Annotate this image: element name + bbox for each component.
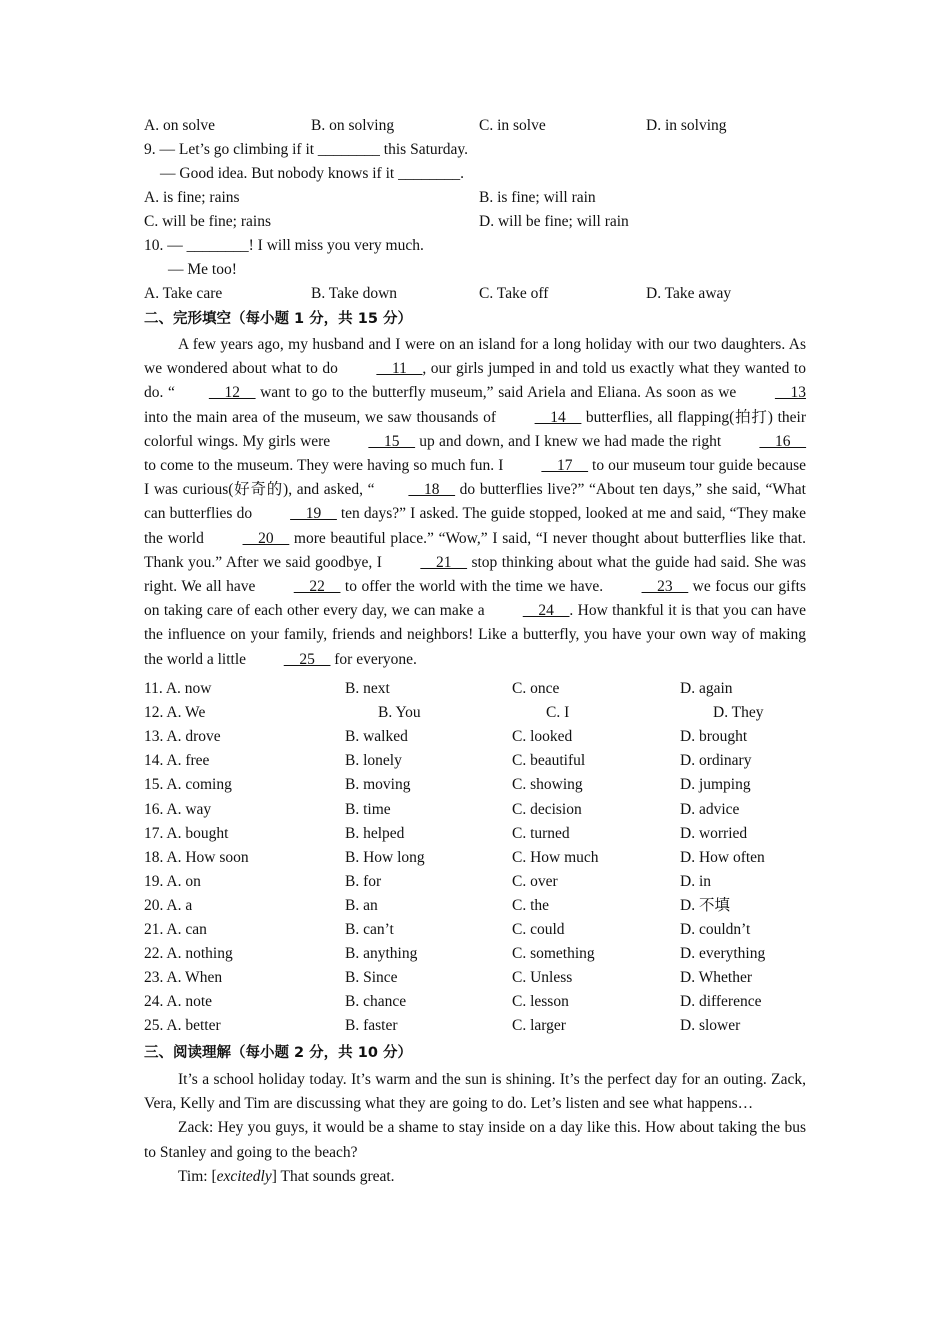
cloze-option: C. lesson [512,993,569,1011]
cloze-option-row [0,992,950,1014]
cloze-blank: __24__ [522,602,570,620]
cloze-option: C. larger [512,1017,566,1035]
cloze-option: D. ordinary [680,752,752,770]
q9-stem-1: 9. — Let’s go climbing if it ________ this Saturday. [144,141,469,158]
cloze-option: D. slower [680,1017,741,1035]
cloze-option: 21. A. can [144,921,207,938]
cloze-text: to come to the museum. They were having so much fun. I [144,457,508,475]
cloze-option: B. Since [345,969,398,987]
cloze-option: C. beautiful [512,752,586,770]
cloze-option: 24. A. note [144,993,213,1011]
cloze-option: D. advice [680,800,740,818]
cloze-text: stop thinking about what the guide had said. She was right. We all have [144,553,806,596]
cloze-option-row [0,751,950,773]
cloze-blank: __21__ [420,553,467,571]
cloze-option: 12. A. We [144,704,206,722]
cloze-text: to offer the world with the time we have. [340,578,608,596]
q8-option-d: D. in solving [646,117,727,134]
cloze-text: do butterflies live?” “About ten days,” she said, “What can butterflies do [144,481,806,523]
cloze-option: 16. A. way [144,800,212,818]
cloze-text: we focus our gifts on taking care of each other every day, we can make a [144,578,806,620]
cloze-blank: __23__ [641,578,689,596]
cloze-option-row [0,679,950,701]
cloze-option: C. Unless [512,969,573,987]
cloze-option: B. can’t [345,921,394,938]
reading-paragraph-3 [144,1165,806,1189]
cloze-blank: __18__ [408,481,455,499]
cloze-paragraph [144,333,806,672]
cloze-option-row [0,968,950,990]
cloze-option: C. the [512,896,550,914]
cloze-blank: __19__ [290,505,337,523]
cloze-option: D. They [713,704,764,722]
q10-option-c: C. Take off [479,285,549,302]
cloze-option: D. in [680,872,711,890]
cloze-text: up and down, and I knew we had made the right [414,432,726,450]
cloze-option-row [0,727,950,749]
q10-option-a: A. Take care [144,285,223,302]
cloze-passage [144,333,806,672]
q9-option-b: B. is fine; will rain [479,189,596,206]
section-2-heading: 二、完形填空（每小题 1 分，共 15 分） [144,311,412,327]
cloze-text: want to go to the butterfly museum,” said Ariela and Eliana. As soon as we [255,384,741,402]
cloze-blank: __11__ [376,360,423,378]
cloze-option: B. helped [345,824,405,842]
cloze-option: C. once [512,680,560,697]
cloze-blank: __14__ [534,408,582,426]
cloze-option: 11. A. now [144,680,212,697]
cloze-option-row [0,872,950,894]
cloze-option: D. difference [680,993,762,1011]
cloze-text: to our museum tour guide because I was curious(好奇的), and asked, “ [144,457,806,499]
reading-passage [144,1068,806,1189]
q8-option-a: A. on solve [144,117,216,134]
reading-paragraph-2: Zack: Hey you guys, it would be a shame to stay inside on a day like this. How about taking the bus to Stanley and going to the beach? [144,1119,806,1161]
cloze-option: D. worried [680,824,748,842]
cloze-blank: __17__ [541,457,588,475]
cloze-option-row [0,824,950,846]
cloze-option: B. lonely [345,752,402,770]
q10-stem-2: — Me too! [168,261,237,278]
cloze-blank: __22__ [293,578,341,596]
cloze-option: C. something [512,945,595,963]
cloze-blank: __15__ [368,432,415,450]
cloze-option: B. for [345,872,382,890]
cloze-option: B. You [378,704,421,722]
cloze-text: more beautiful place.” “Wow,” I said, “I never thought about butterflies like that. Thank you.” After we said goodbye, I [144,529,806,571]
cloze-option: B. How long [345,848,425,866]
cloze-option-row [0,1016,950,1038]
cloze-option: C. turned [512,824,570,842]
section-3-heading: 三、阅读理解（每小题 2 分，共 10 分） [144,1045,412,1061]
cloze-text: butterflies, all flapping(拍打) their colorful wings. My girls were [144,408,806,450]
cloze-option: B. moving [345,776,411,794]
cloze-option-row [0,944,950,966]
cloze-text: A few years ago, my husband and I were on an island for a long holiday with our two daughters. As we wondered about what to do [144,336,806,378]
cloze-option: B. walked [345,728,408,746]
cloze-option-row [0,848,950,870]
tim-line: ] That sounds great. [271,1167,395,1185]
cloze-option: C. showing [512,776,583,794]
cloze-option: B. an [345,896,378,914]
q10-option-d: D. Take away [646,285,732,302]
reading-paragraph-1: It’s a school holiday today. It’s warm and the sun is shining. It’s the perfect day for an outing. Zack, Vera, Kelly and Tim are discussing what they are going to do. Let’s listen and see what happens… [144,1071,806,1113]
cloze-option: D. How often [680,848,765,866]
q9-stem-2: — Good idea. But nobody knows if it ________. [160,165,464,182]
cloze-option: 14. A. free [144,752,210,770]
q9-option-a: A. is fine; rains [144,189,240,206]
cloze-option: C. could [512,921,565,938]
cloze-text: into the main area of the museum, we saw thousands of [144,408,501,426]
cloze-option: B. anything [345,945,418,963]
q8-option-b: B. on solving [311,117,395,134]
cloze-option: 13. A. drove [144,728,221,746]
cloze-option: D. everything [680,945,766,963]
q10-stem-1: 10. — ________! I will miss you very much. [144,237,424,254]
q8-option-c: C. in solve [479,117,546,134]
cloze-option-row [0,703,950,725]
cloze-option-row [0,800,950,822]
cloze-option: 22. A. nothing [144,945,233,963]
cloze-option: 19. A. on [144,872,201,890]
cloze-option: 20. A. a [144,896,193,914]
cloze-option: D. again [680,680,733,697]
cloze-option: 17. A. bought [144,824,229,842]
cloze-option-row [0,896,950,918]
cloze-option: B. time [345,800,391,818]
cloze-option: C. How much [512,848,599,866]
cloze-option: C. I [546,704,570,722]
cloze-option: D. couldn’t [680,921,751,938]
cloze-option: C. decision [512,800,582,818]
cloze-option-row [0,920,950,942]
cloze-text: , our girls jumped in and told us exactly what they wanted to do. “ [144,360,806,402]
cloze-option: D. Whether [680,969,753,987]
speaker-tim: Tim: [ [178,1167,217,1185]
cloze-blank: __12__ [208,384,256,402]
cloze-text: . How thankful it is that you can have the influence on your family, friends and neighbors! Like a butterfly, you have your own way of making the world a little [144,602,806,668]
cloze-blank: __25__ [283,650,331,668]
cloze-blank: __13 [775,384,806,402]
cloze-option: B. next [345,680,390,697]
q9-option-d: D. will be fine; will rain [479,213,629,230]
cloze-option-row [0,775,950,797]
cloze-text: ten days?” I asked. The guide stopped, looked at me and said, “They make the world [144,505,806,547]
cloze-option: 23. A. When [144,969,223,987]
cloze-option: 18. A. How soon [144,848,249,866]
cloze-option: 25. A. better [144,1017,221,1035]
stage-direction: excitedly [216,1167,272,1185]
cloze-option: 15. A. coming [144,776,232,794]
cloze-option: C. looked [512,728,573,746]
cloze-option: B. faster [345,1017,398,1035]
cloze-option: B. chance [345,993,407,1011]
cloze-blank: __16__ [759,432,806,450]
q9-option-c: C. will be fine; rains [144,213,271,230]
cloze-option: C. over [512,872,558,890]
cloze-blank: __20__ [242,529,290,547]
cloze-option: D. jumping [680,776,751,794]
cloze-option: D. 不填 [680,896,730,914]
cloze-text: for everyone. [330,650,417,668]
cloze-option: D. brought [680,728,748,746]
q10-option-b: B. Take down [311,285,398,302]
